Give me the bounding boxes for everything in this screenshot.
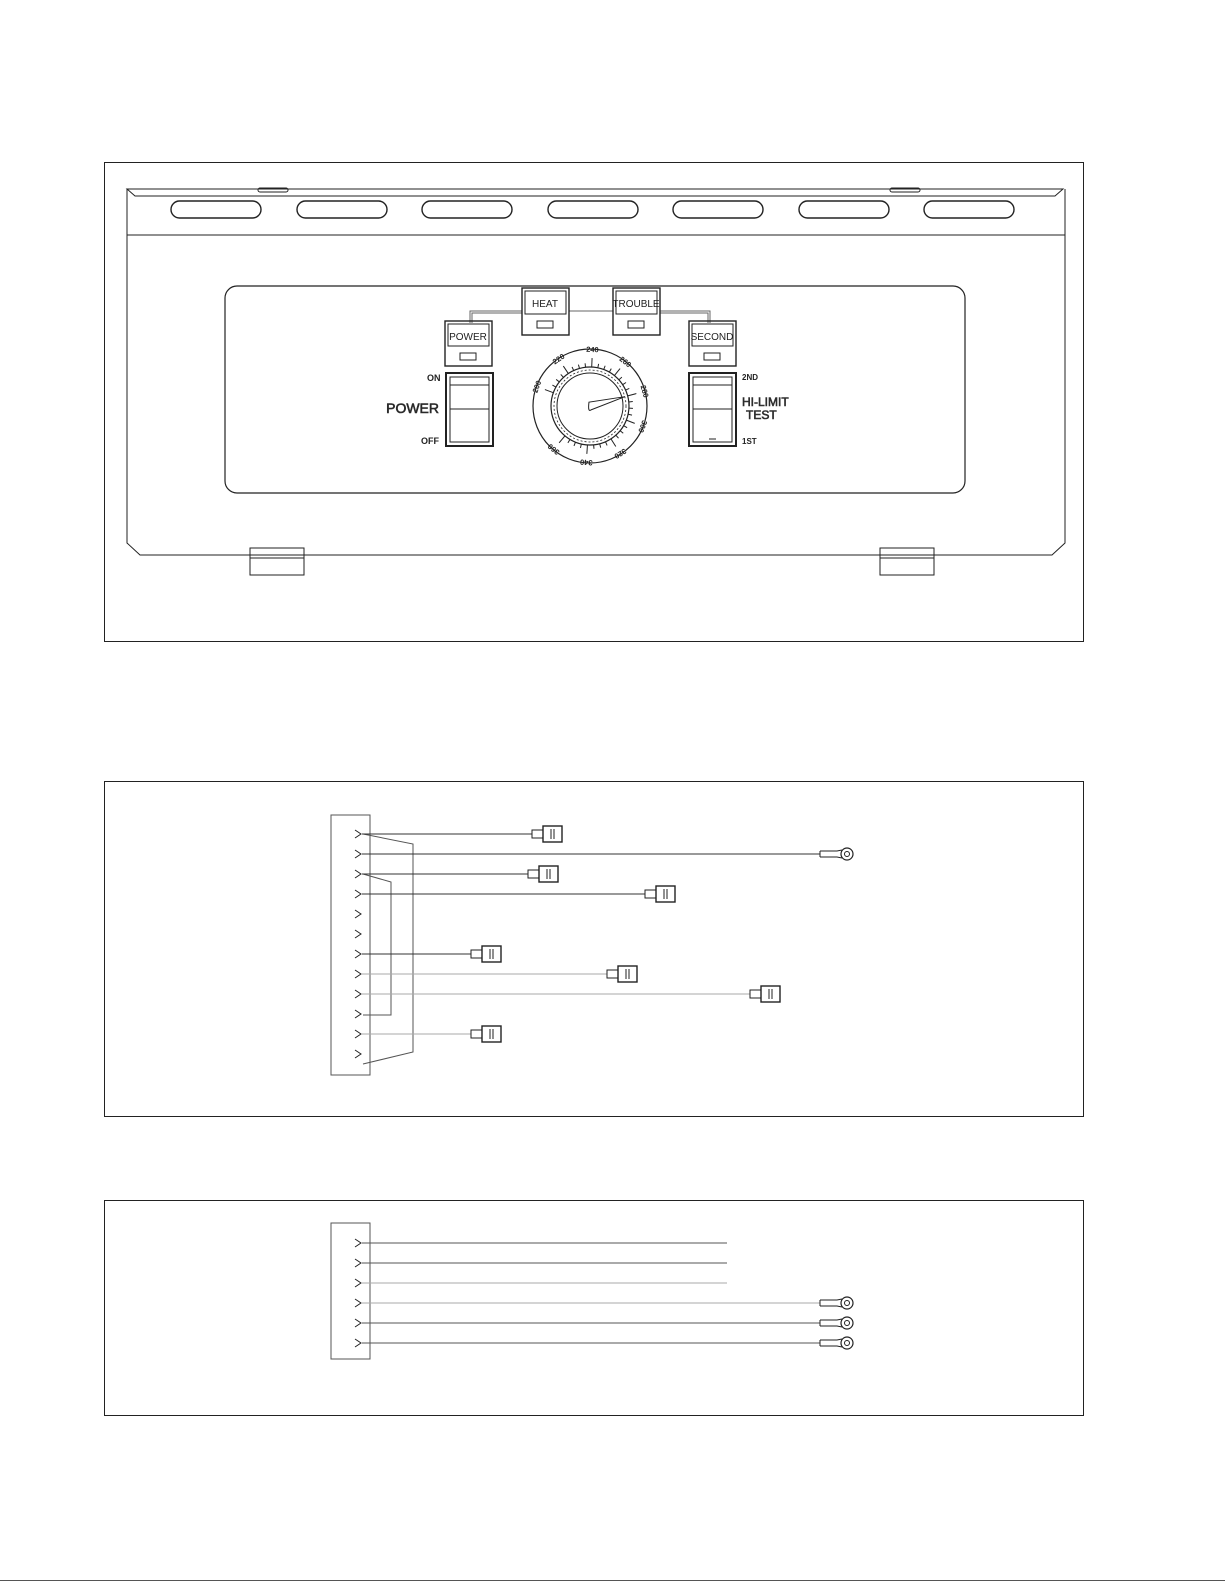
ring-terminal-barrel (820, 1299, 842, 1307)
dial-tick (578, 365, 579, 369)
control-panel-drawing (105, 163, 1085, 643)
page-bottom-rule (0, 1580, 1225, 1581)
connector-pin (355, 890, 361, 898)
dial-tick (563, 366, 568, 373)
harness-6pin-wires (362, 1243, 853, 1349)
bezel (127, 188, 1065, 555)
connector-pin (355, 950, 361, 958)
vent-slot-3 (422, 201, 512, 218)
dial-tick (626, 420, 634, 423)
dial-tick (606, 442, 608, 446)
dial-tick (619, 377, 622, 380)
vent-slot-4 (548, 201, 638, 218)
indicator-power-label: POWER (449, 332, 487, 343)
dial-tick (598, 364, 599, 368)
connector-6pin-pins (355, 1239, 361, 1347)
power-switch-off-label: OFF (421, 436, 439, 446)
dial-label-220: 220 (550, 351, 567, 367)
connector-pin (355, 1259, 361, 1267)
thermostat-dial[interactable] (531, 345, 651, 468)
dial-label-360: 360 (545, 441, 562, 457)
connector-pin (355, 1030, 361, 1038)
ring-terminal-hole (845, 1341, 850, 1346)
connector-pin (355, 1319, 361, 1327)
vent-slot-5 (673, 201, 763, 218)
connector-pin (355, 850, 361, 858)
spade-terminal-crimp (528, 870, 539, 878)
dial-tick (556, 379, 559, 381)
dial-tick (616, 435, 619, 438)
indicator-power (445, 321, 492, 366)
connector-pin (355, 930, 361, 938)
dial-tick (561, 374, 564, 377)
connector-pin (355, 1279, 361, 1287)
wiring-harness-6pin-frame (104, 1200, 1084, 1416)
spade-terminal (656, 886, 675, 902)
dial-pointer (589, 397, 625, 411)
power-switch[interactable] (446, 373, 493, 446)
spade-terminal (482, 946, 501, 962)
indicator-trouble-label: TROUBLE (612, 299, 660, 310)
indicator-heat (522, 288, 569, 335)
spade-terminal-crimp (607, 970, 618, 978)
ring-terminal (841, 1297, 853, 1309)
connector-pin (355, 970, 361, 978)
dial-tick (609, 369, 611, 372)
dial-tick (626, 388, 630, 390)
connector-12pin-pins (355, 830, 361, 1058)
spade-terminal (761, 986, 780, 1002)
dial-label-320: 320 (612, 446, 629, 461)
spade-terminal-crimp (645, 890, 656, 898)
indicator-connectors (470, 311, 710, 323)
dial-tick (552, 385, 555, 387)
dial-tick (620, 431, 623, 434)
dial-label-340: 340 (579, 457, 593, 468)
dial-tick (568, 439, 570, 442)
vent-slot-7 (924, 201, 1014, 218)
ring-terminal-hole (845, 1301, 850, 1306)
dial-label-260: 260 (617, 354, 634, 370)
dial-tick (559, 436, 565, 443)
vent-slot-2 (297, 201, 387, 218)
harness-12pin-wires (362, 826, 853, 1042)
hilimit-2nd-label: 2ND (742, 373, 759, 382)
power-switch-title: POWER (386, 400, 439, 416)
wiring-harness-6pin (105, 1201, 1085, 1417)
panel-feet (250, 548, 934, 575)
dial-tick (545, 390, 553, 393)
vent-slot-6 (799, 201, 889, 218)
hilimit-title-line1: HI-LIMIT (742, 395, 789, 409)
ring-terminal (841, 848, 853, 860)
ring-terminal (841, 1337, 853, 1349)
dial-label-300: 300 (636, 419, 650, 434)
dial-tick (628, 414, 632, 415)
connector-pin (355, 1339, 361, 1347)
dial-tick (604, 366, 605, 370)
dial-tick (611, 439, 616, 447)
connector-pin (355, 870, 361, 878)
spade-terminal (618, 966, 637, 982)
dial-tick (628, 394, 637, 396)
ring-terminal-barrel (820, 850, 842, 858)
connector-pin (355, 1239, 361, 1247)
power-switch-on-label: ON (427, 373, 441, 383)
dial-label-240: 240 (586, 344, 599, 355)
spade-terminal-crimp (532, 830, 543, 838)
dial-tick (600, 444, 601, 448)
ring-terminal-hole (845, 1321, 850, 1326)
dial-tick (574, 442, 575, 446)
dial-tick (587, 445, 588, 454)
connector-pin (355, 1050, 361, 1058)
dial-tick (623, 383, 626, 385)
wiring-harness-12pin-frame (104, 781, 1084, 1117)
dial-tick (614, 369, 620, 376)
spade-terminal-crimp (750, 990, 761, 998)
wiring-harness-12pin (105, 782, 1085, 1118)
indicator-second (689, 321, 736, 366)
spade-terminal-crimp (471, 1030, 482, 1038)
indicator-heat-label: HEAT (532, 299, 558, 310)
ring-terminal (841, 1317, 853, 1329)
ring-terminal-barrel (820, 1319, 842, 1327)
vent-slot-1 (171, 201, 261, 218)
control-panel-frame (104, 162, 1084, 642)
spade-terminal (543, 826, 562, 842)
vent-slots (171, 201, 1014, 218)
hilimit-1st-label: 1ST (742, 437, 757, 446)
hilimit-title-line2: TEST (746, 408, 777, 422)
dial-tick (624, 426, 627, 428)
control-plate (225, 286, 965, 493)
indicator-second-label: SECOND (690, 332, 734, 343)
dial-tick (572, 367, 574, 371)
dial-label-280: 280 (638, 384, 651, 399)
connector-pin (355, 910, 361, 918)
indicator-trouble (612, 288, 660, 335)
dial-tick (580, 444, 581, 448)
spade-terminal (482, 1026, 501, 1042)
dial-label-200: 200 (530, 379, 544, 395)
ring-terminal-barrel (820, 1339, 842, 1347)
spade-terminal-crimp (471, 950, 482, 958)
hilimit-test-switch[interactable] (689, 373, 736, 446)
connector-pin (355, 1010, 361, 1018)
connector-pin (355, 1299, 361, 1307)
connector-pin (355, 830, 361, 838)
connector-pin (355, 990, 361, 998)
spade-terminal (539, 866, 558, 882)
ring-terminal-hole (845, 852, 850, 857)
